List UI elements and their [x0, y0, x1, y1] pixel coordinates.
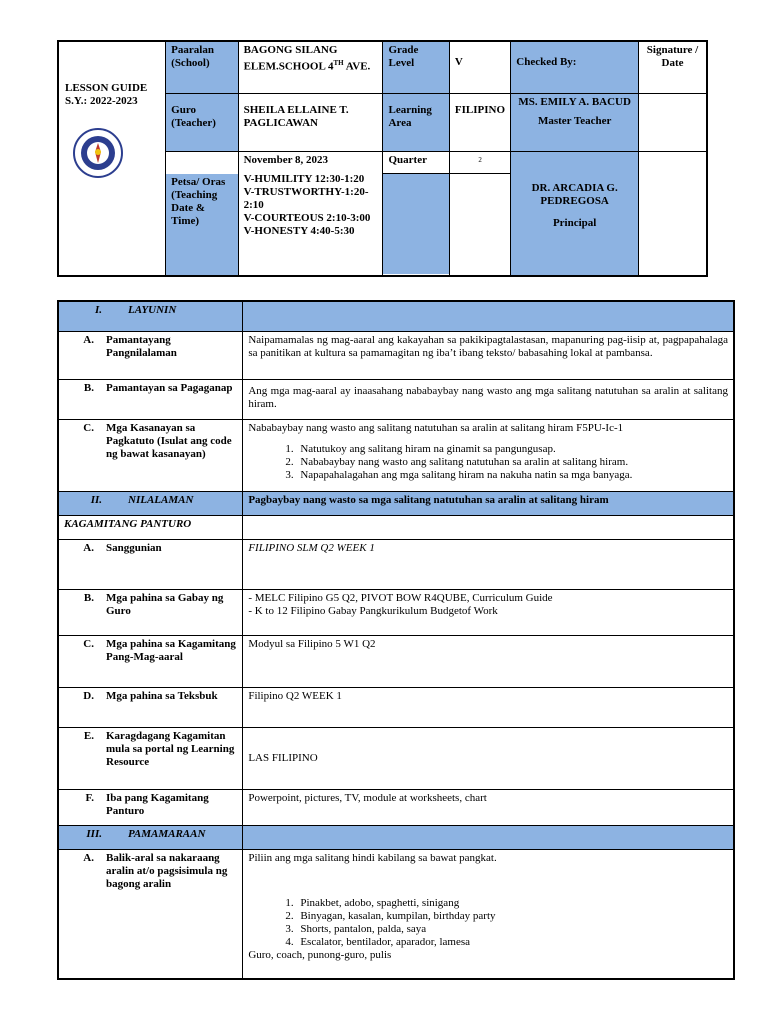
grade-level-value: V	[449, 41, 510, 93]
principal-title: Principal	[552, 216, 597, 229]
row-pamantayang-pangnilalaman: A. Pamantayang Pangnilalaman	[58, 331, 243, 379]
row-kagamitang-pang-mag-aaral: C. Mga pahina sa Kagamitang Pang-Mag-aaral	[58, 635, 243, 687]
section-pamamaraan: III. PAMAMARAAN	[58, 825, 243, 849]
row-iba-pang-kagamitan: F. Iba pang Kagamitang Panturo	[58, 789, 243, 825]
school-year: S.Y.: 2022-2023	[65, 95, 138, 107]
principal-name: DR. ARCADIA G. PEDREGOSA	[531, 181, 618, 207]
checker-signature-cell	[639, 93, 707, 151]
section-nilalaman: II. NILALAMAN	[58, 491, 243, 515]
pagaganap-value: Ang mga mag-aaral ay inaasahang nababaybay nang wasto ang mga salitang natutuhan sa aralin at salitang hiram.	[243, 379, 734, 419]
quarter-value: 2	[450, 152, 510, 174]
date-value: November 8, 2023	[243, 153, 329, 166]
sanggunian-value: FILIPINO SLM Q2 WEEK 1	[243, 539, 734, 589]
checker-title: Master Teacher	[537, 114, 612, 127]
karagdagang-value: LAS FILIPINO	[243, 727, 734, 789]
row-teksbuk: D. Mga pahina sa Teksbuk	[58, 687, 243, 727]
quarter-cell	[383, 151, 449, 276]
principal-cell	[511, 151, 639, 276]
principal-signature-cell	[639, 151, 707, 276]
list-item: 3. Shorts, pantalon, palda, saya	[296, 923, 728, 936]
section-3: V-COURTEOUS 2:10-3:00	[243, 211, 371, 224]
teacher-value: SHEILA ELLAINE T. PAGLICAWAN	[238, 93, 383, 151]
checker-name: MS. EMILY A. BACUD	[518, 95, 631, 108]
learning-area-value: FILIPINO	[449, 93, 510, 151]
row-sanggunian: A. Sanggunian	[58, 539, 243, 589]
quarter-label: Quarter	[383, 152, 448, 174]
list-item: 1. Pinakbet, adobo, spaghetti, sinigang	[296, 897, 728, 910]
list-item: 3. Napapahalagahan ang mga salitang hiram na nakuha natin sa mga banyaga.	[296, 469, 728, 482]
learning-area-label: Learning Area	[383, 93, 449, 151]
iba-pang-value: Powerpoint, pictures, TV, module at worksheets, chart	[243, 789, 734, 825]
gabay-ng-guro-value: - MELC Filipino G5 Q2, PIVOT BOW R4QUBE, Curriculum Guide - K to 12 Filipino Gabay Pangkurikulum Budgetof Work	[243, 589, 734, 635]
kagamitang-panturo: KAGAMITANG PANTURO	[58, 515, 243, 539]
signature-date-label: Signature / Date	[639, 41, 707, 93]
quarter-value-cell	[449, 151, 510, 276]
row-balik-aral: A. Balik-aral sa nakaraang aralin at/o pagsisimula ng bagong aralin	[58, 849, 243, 979]
section-layunin: I. LAYUNIN	[58, 301, 243, 331]
school-label: Paaralan (School)	[166, 41, 238, 93]
list-item: 2. Binyagan, kasalan, kumpilan, birthday party	[296, 910, 728, 923]
deped-seal-icon	[73, 128, 123, 178]
lesson-main-table	[57, 300, 735, 980]
row-kasanayan: C. Mga Kasanayan sa Pagkatuto (Isulat ang code ng bawat kasanayan)	[58, 419, 243, 491]
date-label: Petsa/ Oras (Teaching Date & Time)	[166, 151, 238, 276]
checked-by-label: Checked By:	[511, 41, 639, 93]
section-1: V-HUMILITY 12:30-1:20	[243, 172, 365, 185]
row-pamantayan-sa-pagaganap: B. Pamantayan sa Pagaganap	[58, 379, 243, 419]
balik-aral-value: Piliin ang mga salitang hindi kabilang sa bawat pangkat. 1. Pinakbet, adobo, spaghetti, sinigang 2. Binyagan, kasalan, kumpilan, birthday party 3. Shorts, pantalon, palda, saya 4. Escalator, bentilador, aparador, lamesa Guro, coach, punong-guro, pulis	[243, 849, 734, 979]
nilalaman-value: Pagbaybay nang wasto sa mga salitang natutuhan sa aralin at salitang hiram	[243, 491, 734, 515]
list-item: 1. Natutukoy ang salitang hiram na ginamit sa pangungusap.	[296, 443, 728, 456]
pang-mag-aaral-value: Modyul sa Filipino 5 W1 Q2	[243, 635, 734, 687]
school-value: BAGONG SILANG ELEM.SCHOOL 4TH AVE.	[238, 41, 383, 93]
lesson-guide-title: LESSON GUIDE	[65, 82, 148, 94]
grade-level-label: Grade Level	[383, 41, 449, 93]
row-gabay-ng-guro: B. Mga pahina sa Gabay ng Guro	[58, 589, 243, 635]
checker-cell	[511, 93, 639, 151]
pangnilalaman-value: Naipamamalas ng mag-aaral ang kakayahan sa pakikipagtalastasan, mapanuring pag-iisip at, pagpapahalaga sa panitikan at kultura sa pamamagitan ng iba’t ibang teksto/ babasahing lokal at pambansa.	[243, 331, 734, 379]
list-item: 4. Escalator, bentilador, aparador, lamesa	[296, 936, 728, 949]
kasanayan-value: Nababaybay nang wasto ang salitang natutuhan sa aralin at salitang hiram F5PU-Ic-1 1. Natutukoy ang salitang hiram na ginamit sa pangungusap. 2. Nababaybay nang wasto ang salitang natutuhan sa aralin at salitang hiram. 3. Napapahalagahan ang mga salitang hiram na nakuha natin sa mga banyaga.	[243, 419, 734, 491]
balik-aral-extra: Guro, coach, punong-guro, pulis	[248, 948, 392, 961]
teksbuk-value: Filipino Q2 WEEK 1	[243, 687, 734, 727]
teacher-label: Guro (Teacher)	[166, 93, 238, 151]
row-karagdagang-kagamitan: E. Karagdagang Kagamitan mula sa portal ng Learning Resource	[58, 727, 243, 789]
section-4: V-HONESTY 4:40-5:30	[243, 224, 355, 237]
date-value-cell	[238, 151, 383, 276]
list-item: 2. Nababaybay nang wasto ang salitang natutuhan sa aralin at salitang hiram.	[296, 456, 728, 469]
lesson-guide-cell	[58, 41, 166, 276]
section-2: V-TRUSTWORTHY-1:20-2:10	[243, 185, 369, 211]
lesson-header-table	[57, 40, 708, 277]
